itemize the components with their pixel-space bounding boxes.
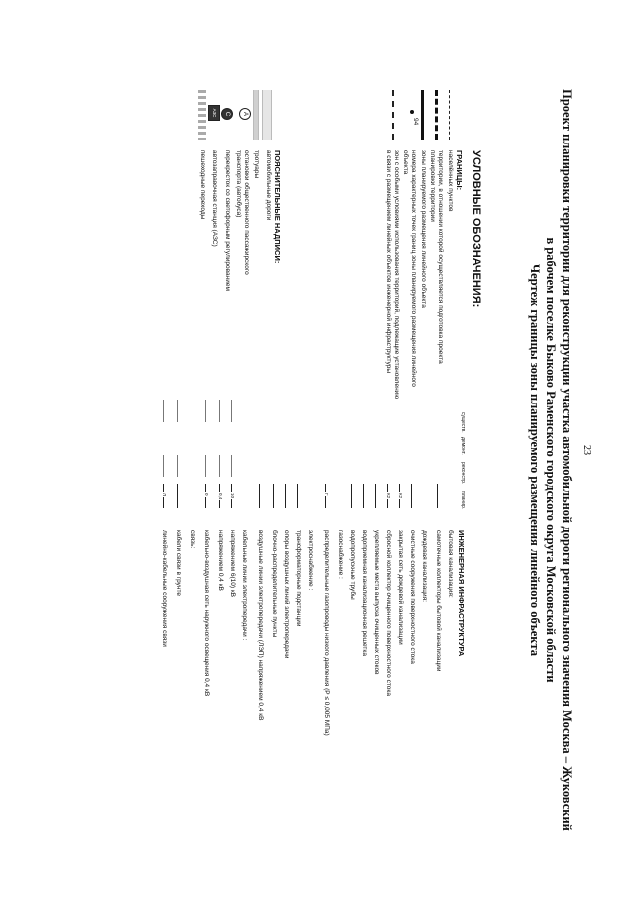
legend-heading: УСЛОВНЫЕ ОБОЗНАЧЕНИЯ: [470, 150, 482, 308]
special-zone-boundary-symbol [392, 90, 394, 140]
infrastructure-symbol-code: 0 [204, 493, 209, 496]
infrastructure-group-label: газоснабжение : [337, 530, 344, 579]
infrastructure-item: напряжением 0,4 кВ [217, 530, 224, 591]
column-header-existing: существ. [460, 412, 466, 433]
title-line-2: в рабочем поселке Быково Раменского городского округа Московской области [544, 237, 558, 683]
infrastructure-item: кабельно-воздушная сеть наружного освещения 0,4 кВ [203, 530, 210, 697]
page-number: 23 [581, 445, 592, 455]
boundary-item: населённых пунктов [447, 150, 454, 212]
infrastructure-symbol [231, 455, 232, 477]
boundary-item: зон с особыми условиями использования территорий, подлежащие установлению в связи с размещением линейных объектов инженерной инфраструктуры [385, 150, 400, 400]
infrastructure-item: распределительные газопроводы низкого давления (Р ≤ 0,005 МПа) [323, 530, 330, 736]
infrastructure-symbol [163, 400, 164, 422]
infrastructure-item: водоприемная канализационная решетка [361, 530, 368, 656]
infrastructure-symbol [351, 484, 352, 508]
column-header-dismantle: демонт. [460, 437, 466, 455]
infrastructure-item: водопропускные трубы [349, 530, 356, 600]
point-marker-number: 94 [412, 118, 419, 126]
infrastructure-symbol-code: 0,4 [218, 493, 223, 500]
explanatory-item: пешеходные переходы [199, 150, 206, 220]
explanatory-item: перекресток со светофорным регулированием [224, 150, 231, 291]
infrastructure-symbol [205, 455, 206, 477]
infrastructure-symbol-code: К2 [386, 493, 391, 499]
infrastructure-symbol [231, 400, 232, 422]
infrastructure-item: укрепляемые места выпуска очищенных стоков [373, 530, 380, 675]
settlement-boundary-symbol [449, 90, 450, 140]
traffic-light-icon: С [221, 108, 233, 120]
infrastructure-group-label: кабельные линии электропередачи : [241, 530, 248, 641]
infrastructure-item: сбросной коллектор очищенного поверхностного стока [385, 530, 392, 696]
infrastructure-item: трансформаторные подстанции [295, 530, 302, 627]
infrastructure-symbol [177, 400, 178, 422]
infrastructure-item: кабели связи в грунте [175, 530, 182, 596]
infrastructure-group-label: связь: [189, 530, 196, 549]
infrastructure-item: очистные сооружения поверхностного стока [409, 530, 416, 664]
gas-station-icon: АЗС [208, 105, 220, 121]
explanatory-item: тротуары [253, 150, 260, 179]
column-header-planned: планир. [460, 491, 466, 510]
infrastructure-symbol-code: 10 [230, 493, 235, 499]
infrastructure-symbol [437, 484, 438, 508]
infrastructure-symbol [273, 484, 274, 508]
infrastructure-symbol [285, 484, 286, 508]
infrastructure-heading: ИНЖЕНЕРНАЯ ИНФРАСТРУКТУРА [457, 530, 466, 657]
explanatory-heading: ПОЯСНИТЕЛЬНЫЕ НАДПИСИ: [273, 150, 282, 264]
infrastructure-symbol [177, 455, 178, 477]
point-marker-icon [410, 110, 414, 114]
title-line-1: Проект планировки территории для реконструкции участка автомобильной дороги регионального значения Москва – Жуковский [560, 89, 574, 831]
infrastructure-item: самотечные коллекторы бытовой канализации [435, 530, 442, 672]
road-symbol [262, 90, 272, 140]
boundary-item: зоны планируемого размещения линейного объекта [420, 150, 427, 308]
explanatory-item: автозаправочная станция (АЗС) [211, 150, 218, 247]
infrastructure-symbol [297, 484, 298, 508]
boundary-item: номера характерных точек границ зоны планируемого размещения линейного объекта [402, 150, 417, 387]
infrastructure-group-label: электроснабжение : [307, 530, 314, 591]
bus-stop-icon: А [239, 108, 251, 120]
boundaries-heading: ГРАНИЦЫ: [455, 150, 464, 191]
infrastructure-symbol-code: К2 [398, 493, 403, 499]
infrastructure-symbol [411, 484, 412, 508]
infrastructure-group-label: бытовая канализация: [447, 530, 454, 598]
infrastructure-item: напряжением 6(10) кВ [229, 530, 236, 598]
sidewalk-symbol [253, 90, 259, 140]
explanatory-item: остановки общественного пассажирского транспорта (автобуса) [235, 150, 250, 275]
title-line-3: Чертеж границы зоны планируемого размещения линейного объекта [528, 263, 542, 657]
column-header-reconstruct: реконстр. [460, 462, 466, 485]
crosswalk-symbol [198, 90, 206, 140]
infrastructure-symbol [163, 455, 164, 477]
infrastructure-symbol [375, 484, 376, 508]
infrastructure-item: опоры воздушных линий электропередачи [283, 530, 290, 659]
infrastructure-symbol [219, 455, 220, 477]
infrastructure-symbol [177, 484, 178, 508]
infrastructure-item: воздушные линии электропередачи (ЛЭП) напряжением 0,4 кВ [257, 530, 264, 721]
infrastructure-symbol [363, 484, 364, 508]
infrastructure-symbol [219, 400, 220, 422]
rotated-sheet [40, 0, 600, 905]
infrastructure-item: закрытая сеть дождевой канализации [397, 530, 404, 645]
planning-territory-boundary-symbol [435, 90, 438, 140]
infrastructure-symbol [259, 484, 260, 508]
placement-zone-boundary-symbol [421, 90, 424, 140]
explanatory-item: автомобильные дороги [265, 150, 272, 221]
boundary-item: территории, в отношении которой осуществляется подготовка проекта планировки территории [429, 150, 444, 364]
infrastructure-symbol [205, 400, 206, 422]
infrastructure-item: линейно-кабельные сооружения связи [161, 530, 168, 647]
infrastructure-symbol-code: Л [162, 493, 167, 496]
infrastructure-item: блочно-распределительные пункты [271, 530, 278, 638]
infrastructure-group-label: дождевая канализация: [421, 530, 428, 602]
infrastructure-symbol-code: Г [324, 493, 329, 496]
